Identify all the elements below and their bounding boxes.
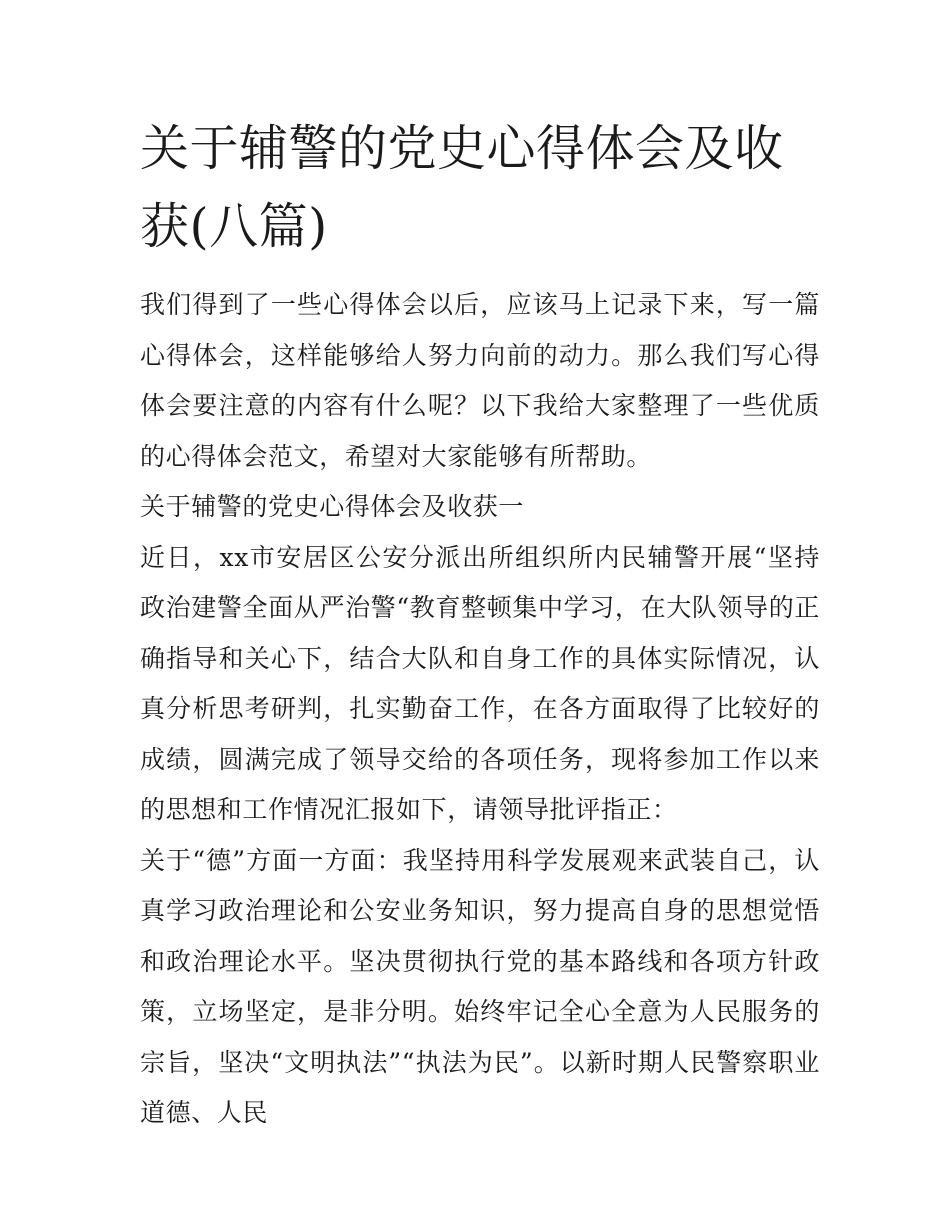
- document-body: [140, 110, 820, 1139]
- document-title: 关于辅警的党史心得体会及收获(八篇): [140, 120, 784, 255]
- body-paragraph: 关于“德”方面一方面：我坚持用科学发展观来武装自己，认真学习政治理论和公安业务知识，努力提高自身的思想觉悟和政治理论水平。坚决贯彻执行党的基本路线和各项方针政策，立场坚定，是非分明。始终牢记全心全意为人民服务的宗旨，坚决“文明执法”“执法为民”。以新时期人民警察职业道德、人民: [140, 845, 820, 1127]
- body-paragraph: 近日，xx市安居区公安分派出所组织所内民辅警开展“坚持政治建警全面从严治警“教育整顿集中学习，在大队领导的正确指导和关心下，结合大队和自身工作的具体实际情况，认真分析思考研判，扎实勤奋工作，在各方面取得了比较好的成绩，圆满完成了领导交给的各项任务，现将参加工作以来的思想和工作情况汇报如下，请领导批评指正：: [140, 542, 820, 824]
- intro-paragraph: 我们得到了一些心得体会以后，应该马上记录下来，写一篇心得体会，这样能够给人努力向前的动力。那么我们写心得体会要注意的内容有什么呢？以下我给大家整理了一些优质的心得体会范文，希望对大家能够有所帮助。: [140, 290, 820, 471]
- section-heading: 关于辅警的党史心得体会及收获一: [140, 492, 525, 521]
